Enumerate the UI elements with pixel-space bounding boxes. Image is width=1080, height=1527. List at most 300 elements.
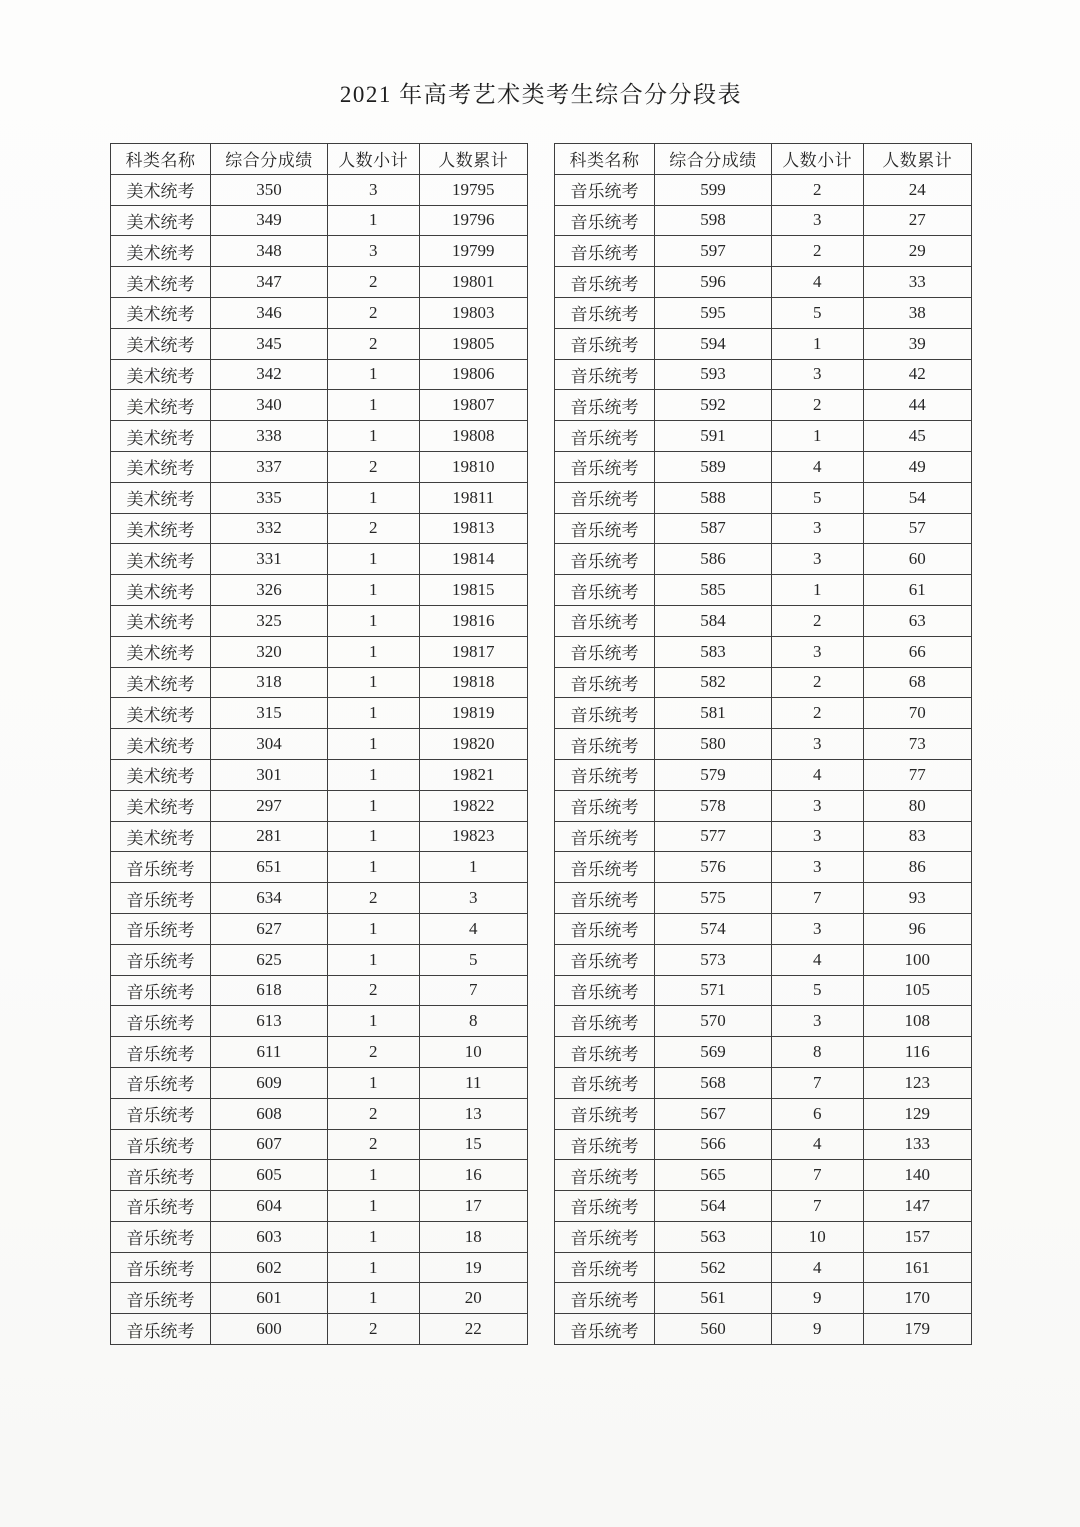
- table-cell: 19814: [419, 544, 527, 575]
- table-cell: 2: [327, 513, 419, 544]
- table-cell: 3: [771, 544, 863, 575]
- table-cell: 1: [327, 605, 419, 636]
- table-cell: 音乐统考: [111, 1037, 211, 1068]
- table-cell: 音乐统考: [555, 1160, 655, 1191]
- table-cell: 564: [655, 1191, 772, 1222]
- table-cell: 音乐统考: [111, 1067, 211, 1098]
- table-cell: 1: [327, 575, 419, 606]
- table-cell: 593: [655, 359, 772, 390]
- table-row: [555, 975, 972, 1006]
- table-cell: 337: [211, 451, 328, 482]
- table-row: [111, 1098, 528, 1129]
- table-row: [111, 759, 528, 790]
- table-cell: 音乐统考: [111, 883, 211, 914]
- table-cell: 581: [655, 698, 772, 729]
- column-header: 综合分成绩: [211, 144, 328, 175]
- table-cell: 2: [327, 1098, 419, 1129]
- table-row: [555, 1283, 972, 1314]
- table-row: [111, 667, 528, 698]
- table-cell: 318: [211, 667, 328, 698]
- table-cell: 70: [863, 698, 971, 729]
- table-cell: 音乐统考: [555, 759, 655, 790]
- table-cell: 音乐统考: [111, 1160, 211, 1191]
- table-cell: 3: [771, 729, 863, 760]
- table-cell: 348: [211, 236, 328, 267]
- table-cell: 音乐统考: [555, 1098, 655, 1129]
- table-cell: 588: [655, 482, 772, 513]
- table-head-left: [111, 144, 528, 175]
- table-cell: 573: [655, 944, 772, 975]
- table-cell: 599: [655, 174, 772, 205]
- table-cell: 567: [655, 1098, 772, 1129]
- table-cell: 613: [211, 1006, 328, 1037]
- table-cell: 605: [211, 1160, 328, 1191]
- table-cell: 576: [655, 852, 772, 883]
- table-cell: 1: [327, 944, 419, 975]
- table-cell: 1: [771, 421, 863, 452]
- table-row: [555, 729, 972, 760]
- table-cell: 音乐统考: [111, 1006, 211, 1037]
- table-cell: 331: [211, 544, 328, 575]
- table-row: [111, 390, 528, 421]
- table-cell: 2: [327, 975, 419, 1006]
- table-cell: 563: [655, 1221, 772, 1252]
- table-cell: 13: [419, 1098, 527, 1129]
- table-cell: 575: [655, 883, 772, 914]
- table-cell: 2: [771, 605, 863, 636]
- table-cell: 304: [211, 729, 328, 760]
- table-cell: 19803: [419, 297, 527, 328]
- table-cell: 618: [211, 975, 328, 1006]
- table-cell: 565: [655, 1160, 772, 1191]
- table-cell: 美术统考: [111, 667, 211, 698]
- table-cell: 147: [863, 1191, 971, 1222]
- table-row: [111, 1160, 528, 1191]
- table-cell: 音乐统考: [111, 1314, 211, 1345]
- table-cell: 140: [863, 1160, 971, 1191]
- table-cell: 301: [211, 759, 328, 790]
- table-cell: 音乐统考: [111, 1098, 211, 1129]
- table-cell: 美术统考: [111, 821, 211, 852]
- table-cell: 10: [419, 1037, 527, 1068]
- table-row: [555, 913, 972, 944]
- table-cell: 609: [211, 1067, 328, 1098]
- table-cell: 音乐统考: [555, 913, 655, 944]
- table-cell: 5: [771, 482, 863, 513]
- table-row: [111, 575, 528, 606]
- table-cell: 4: [771, 759, 863, 790]
- table-cell: 297: [211, 790, 328, 821]
- table-cell: 19817: [419, 636, 527, 667]
- table-cell: 1: [327, 759, 419, 790]
- table-cell: 19821: [419, 759, 527, 790]
- table-cell: 1: [327, 482, 419, 513]
- table-cell: 19811: [419, 482, 527, 513]
- table-row: [555, 1252, 972, 1283]
- table-cell: 音乐统考: [555, 605, 655, 636]
- table-cell: 86: [863, 852, 971, 883]
- table-cell: 17: [419, 1191, 527, 1222]
- table-cell: 3: [327, 236, 419, 267]
- table-cell: 1: [327, 205, 419, 236]
- table-cell: 63: [863, 605, 971, 636]
- table-cell: 3: [419, 883, 527, 914]
- table-cell: 105: [863, 975, 971, 1006]
- table-cell: 3: [771, 790, 863, 821]
- table-row: [111, 359, 528, 390]
- table-cell: 美术统考: [111, 636, 211, 667]
- table-cell: 1: [771, 328, 863, 359]
- table-cell: 美术统考: [111, 390, 211, 421]
- table-cell: 美术统考: [111, 421, 211, 452]
- table-cell: 音乐统考: [555, 451, 655, 482]
- table-cell: 音乐统考: [555, 575, 655, 606]
- table-cell: 音乐统考: [555, 729, 655, 760]
- table-cell: 19822: [419, 790, 527, 821]
- table-row: [111, 205, 528, 236]
- table-row: [555, 852, 972, 883]
- table-cell: 19819: [419, 698, 527, 729]
- table-cell: 4: [419, 913, 527, 944]
- table-cell: 音乐统考: [111, 944, 211, 975]
- table-cell: 38: [863, 297, 971, 328]
- table-cell: 570: [655, 1006, 772, 1037]
- table-cell: 音乐统考: [111, 1129, 211, 1160]
- table-cell: 57: [863, 513, 971, 544]
- table-cell: 93: [863, 883, 971, 914]
- table-cell: 5: [419, 944, 527, 975]
- table-cell: 音乐统考: [555, 174, 655, 205]
- table-cell: 音乐统考: [555, 544, 655, 575]
- table-cell: 19816: [419, 605, 527, 636]
- table-row: [111, 1067, 528, 1098]
- table-row: [111, 944, 528, 975]
- table-cell: 582: [655, 667, 772, 698]
- table-cell: 音乐统考: [555, 1191, 655, 1222]
- table-cell: 566: [655, 1129, 772, 1160]
- table-cell: 342: [211, 359, 328, 390]
- table-cell: 19801: [419, 267, 527, 298]
- table-cell: 美术统考: [111, 482, 211, 513]
- table-cell: 19810: [419, 451, 527, 482]
- table-row: [555, 759, 972, 790]
- table-row: [111, 821, 528, 852]
- table-cell: 587: [655, 513, 772, 544]
- table-cell: 3: [771, 913, 863, 944]
- table-cell: 19815: [419, 575, 527, 606]
- table-cell: 332: [211, 513, 328, 544]
- table-cell: 19806: [419, 359, 527, 390]
- table-cell: 音乐统考: [555, 975, 655, 1006]
- table-cell: 579: [655, 759, 772, 790]
- table-cell: 音乐统考: [555, 1006, 655, 1037]
- table-cell: 7: [771, 883, 863, 914]
- table-cell: 1: [327, 1283, 419, 1314]
- table-cell: 1: [419, 852, 527, 883]
- table-cell: 2: [327, 1037, 419, 1068]
- table-cell: 651: [211, 852, 328, 883]
- table-cell: 129: [863, 1098, 971, 1129]
- table-cell: 音乐统考: [555, 1252, 655, 1283]
- table-row: [555, 359, 972, 390]
- table-cell: 音乐统考: [555, 359, 655, 390]
- table-cell: 44: [863, 390, 971, 421]
- table-cell: 1: [327, 1006, 419, 1037]
- table-cell: 美术统考: [111, 513, 211, 544]
- table-cell: 音乐统考: [555, 205, 655, 236]
- table-cell: 335: [211, 482, 328, 513]
- table-cell: 4: [771, 944, 863, 975]
- table-cell: 595: [655, 297, 772, 328]
- table-row: [555, 1221, 972, 1252]
- table-cell: 19795: [419, 174, 527, 205]
- table-cell: 11: [419, 1067, 527, 1098]
- table-row: [111, 451, 528, 482]
- table-cell: 9: [771, 1314, 863, 1345]
- table-cell: 4: [771, 267, 863, 298]
- table-cell: 音乐统考: [555, 1221, 655, 1252]
- table-body-right: [555, 174, 972, 1344]
- table-cell: 33: [863, 267, 971, 298]
- table-cell: 音乐统考: [555, 944, 655, 975]
- table-cell: 561: [655, 1283, 772, 1314]
- table-cell: 568: [655, 1067, 772, 1098]
- table-body-left: [111, 174, 528, 1344]
- table-cell: 3: [771, 205, 863, 236]
- table-cell: 580: [655, 729, 772, 760]
- table-cell: 美术统考: [111, 759, 211, 790]
- column-header: 综合分成绩: [655, 144, 772, 175]
- table-cell: 2: [327, 1129, 419, 1160]
- table-row: [111, 236, 528, 267]
- table-row: [111, 1221, 528, 1252]
- column-header: 人数累计: [419, 144, 527, 175]
- table-cell: 1: [327, 544, 419, 575]
- table-cell: 音乐统考: [555, 328, 655, 359]
- table-cell: 音乐统考: [111, 1283, 211, 1314]
- table-cell: 27: [863, 205, 971, 236]
- table-row: [555, 328, 972, 359]
- table-row: [555, 267, 972, 298]
- table-cell: 604: [211, 1191, 328, 1222]
- table-cell: 1: [327, 698, 419, 729]
- table-row: [111, 1252, 528, 1283]
- table-cell: 2: [327, 883, 419, 914]
- table-row: [555, 821, 972, 852]
- table-row: [111, 1037, 528, 1068]
- table-cell: 133: [863, 1129, 971, 1160]
- table-cell: 586: [655, 544, 772, 575]
- table-cell: 591: [655, 421, 772, 452]
- table-row: [555, 236, 972, 267]
- table-cell: 5: [771, 975, 863, 1006]
- table-cell: 音乐统考: [111, 913, 211, 944]
- table-row: [555, 1037, 972, 1068]
- table-cell: 24: [863, 174, 971, 205]
- table-cell: 596: [655, 267, 772, 298]
- table-cell: 美术统考: [111, 328, 211, 359]
- table-cell: 7: [419, 975, 527, 1006]
- table-cell: 2: [327, 328, 419, 359]
- table-cell: 19813: [419, 513, 527, 544]
- table-row: [111, 913, 528, 944]
- table-cell: 8: [419, 1006, 527, 1037]
- table-cell: 347: [211, 267, 328, 298]
- table-cell: 音乐统考: [555, 513, 655, 544]
- table-cell: 音乐统考: [555, 297, 655, 328]
- table-row: [555, 297, 972, 328]
- table-row: [111, 174, 528, 205]
- table-cell: 77: [863, 759, 971, 790]
- table-cell: 1: [327, 1252, 419, 1283]
- table-row: [555, 1160, 972, 1191]
- table-row: [555, 1314, 972, 1345]
- table-cell: 1: [327, 913, 419, 944]
- table-cell: 7: [771, 1067, 863, 1098]
- table-cell: 96: [863, 913, 971, 944]
- table-cell: 2: [771, 174, 863, 205]
- table-cell: 音乐统考: [555, 267, 655, 298]
- column-header: 人数小计: [327, 144, 419, 175]
- table-cell: 音乐统考: [555, 1283, 655, 1314]
- table-cell: 6: [771, 1098, 863, 1129]
- table-cell: 560: [655, 1314, 772, 1345]
- table-cell: 49: [863, 451, 971, 482]
- table-row: [111, 883, 528, 914]
- table-cell: 音乐统考: [555, 821, 655, 852]
- table-cell: 美术统考: [111, 297, 211, 328]
- table-cell: 音乐统考: [555, 482, 655, 513]
- table-row: [555, 174, 972, 205]
- table-cell: 20: [419, 1283, 527, 1314]
- table-row: [555, 513, 972, 544]
- table-cell: 15: [419, 1129, 527, 1160]
- table-cell: 音乐统考: [555, 883, 655, 914]
- table-cell: 29: [863, 236, 971, 267]
- table-cell: 2: [771, 390, 863, 421]
- table-row: [111, 1283, 528, 1314]
- page-title: 2021 年高考艺术类考生综合分分段表: [339, 82, 743, 107]
- table-row: [555, 944, 972, 975]
- table-row: [111, 698, 528, 729]
- table-cell: 170: [863, 1283, 971, 1314]
- table-cell: 603: [211, 1221, 328, 1252]
- table-cell: 627: [211, 913, 328, 944]
- table-row: [111, 975, 528, 1006]
- table-cell: 601: [211, 1283, 328, 1314]
- table-cell: 19: [419, 1252, 527, 1283]
- table-cell: 281: [211, 821, 328, 852]
- table-cell: 4: [771, 1252, 863, 1283]
- table-row: [111, 267, 528, 298]
- table-cell: 19808: [419, 421, 527, 452]
- table-cell: 1: [327, 790, 419, 821]
- table-cell: 4: [771, 451, 863, 482]
- table-cell: 19823: [419, 821, 527, 852]
- table-row: [111, 1314, 528, 1345]
- table-cell: 音乐统考: [555, 1314, 655, 1345]
- table-cell: 83: [863, 821, 971, 852]
- column-header: 科类名称: [555, 144, 655, 175]
- column-header: 科类名称: [111, 144, 211, 175]
- table-row: [555, 390, 972, 421]
- table-cell: 美术统考: [111, 729, 211, 760]
- table-header-row: [111, 144, 528, 175]
- table-cell: 美术统考: [111, 698, 211, 729]
- column-header: 人数累计: [863, 144, 971, 175]
- table-cell: 音乐统考: [111, 1191, 211, 1222]
- table-cell: 2: [327, 267, 419, 298]
- table-row: [111, 729, 528, 760]
- table-cell: 1: [327, 852, 419, 883]
- table-cell: 7: [771, 1160, 863, 1191]
- table-cell: 73: [863, 729, 971, 760]
- tables-container: [110, 143, 972, 1345]
- table-cell: 3: [771, 359, 863, 390]
- table-cell: 1: [327, 390, 419, 421]
- table-cell: 634: [211, 883, 328, 914]
- table-cell: 585: [655, 575, 772, 606]
- table-cell: 美术统考: [111, 174, 211, 205]
- table-cell: 19818: [419, 667, 527, 698]
- table-cell: 1: [327, 1221, 419, 1252]
- table-cell: 音乐统考: [555, 1037, 655, 1068]
- table-row: [111, 636, 528, 667]
- table-cell: 597: [655, 236, 772, 267]
- table-cell: 3: [771, 1006, 863, 1037]
- table-cell: 音乐统考: [555, 790, 655, 821]
- table-row: [111, 421, 528, 452]
- table-cell: 326: [211, 575, 328, 606]
- table-row: [555, 636, 972, 667]
- table-cell: 325: [211, 605, 328, 636]
- table-cell: 1: [327, 729, 419, 760]
- table-cell: 音乐统考: [555, 636, 655, 667]
- table-cell: 2: [327, 451, 419, 482]
- table-cell: 320: [211, 636, 328, 667]
- table-cell: 100: [863, 944, 971, 975]
- table-cell: 2: [327, 1314, 419, 1345]
- table-cell: 19799: [419, 236, 527, 267]
- table-cell: 3: [771, 821, 863, 852]
- table-row: [555, 544, 972, 575]
- table-cell: 39: [863, 328, 971, 359]
- table-cell: 3: [771, 636, 863, 667]
- table-cell: 1: [327, 1067, 419, 1098]
- table-row: [111, 605, 528, 636]
- table-row: [555, 1098, 972, 1129]
- table-cell: 611: [211, 1037, 328, 1068]
- score-table-right: [554, 143, 972, 1345]
- table-cell: 602: [211, 1252, 328, 1283]
- table-cell: 592: [655, 390, 772, 421]
- table-row: [555, 1129, 972, 1160]
- table-cell: 3: [771, 852, 863, 883]
- table-cell: 625: [211, 944, 328, 975]
- table-cell: 1: [771, 575, 863, 606]
- table-cell: 54: [863, 482, 971, 513]
- table-cell: 8: [771, 1037, 863, 1068]
- table-cell: 179: [863, 1314, 971, 1345]
- table-cell: 美术统考: [111, 267, 211, 298]
- table-row: [555, 1006, 972, 1037]
- table-row: [111, 297, 528, 328]
- table-cell: 音乐统考: [111, 1252, 211, 1283]
- table-cell: 350: [211, 174, 328, 205]
- table-cell: 19805: [419, 328, 527, 359]
- table-row: [111, 328, 528, 359]
- table-cell: 1: [327, 667, 419, 698]
